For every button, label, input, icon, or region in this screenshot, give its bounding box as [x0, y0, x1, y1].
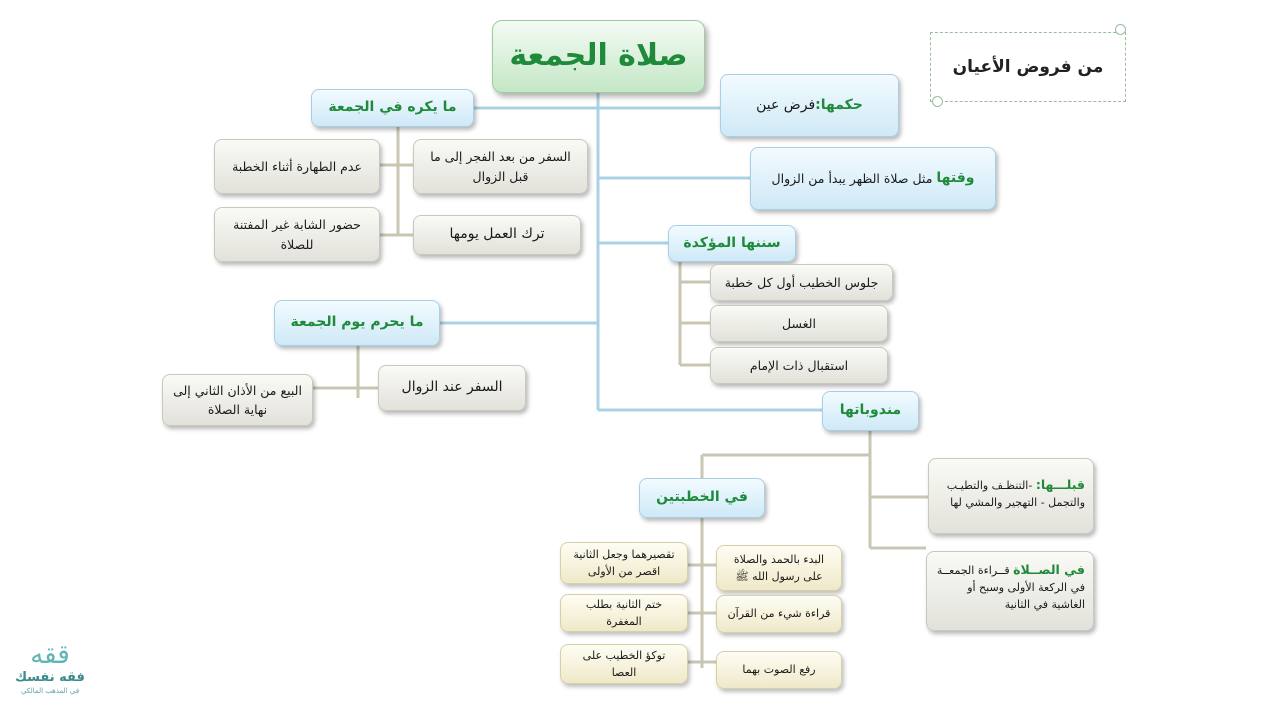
- khutba-item-2: تقصيرهما وجعل الثانية اقصر من الأولى: [560, 542, 688, 584]
- khutba-item-1: البدء بالحمد والصلاة على رسول الله ﷺ: [716, 545, 842, 591]
- makruh-header: ما يكره في الجمعة: [311, 89, 474, 127]
- logo-subtitle: في المذهب المالكي: [20, 687, 80, 695]
- ruling-box: [720, 74, 899, 137]
- mandubat-before-label: قبلـــها:: [1035, 477, 1085, 492]
- logo-icon: ققه: [30, 640, 70, 670]
- logo-name: فقه نفسك: [15, 670, 85, 685]
- makruh-item-2: عدم الطهارة أثناء الخطبة: [214, 139, 380, 194]
- makruh-item-1: السفر من بعد الفجر إلى ما قبل الزوال: [413, 139, 588, 194]
- haram-item-1: السفر عند الزوال: [378, 365, 526, 411]
- haram-item-2: البيع من الأذان الثاني إلى نهاية الصلاة: [162, 374, 313, 426]
- khutba-item-6: توكؤ الخطيب على العصا: [560, 644, 688, 684]
- khutba-header: في الخطبتين: [639, 478, 765, 518]
- ruling-value: فرض عين: [756, 96, 816, 113]
- makruh-item-4: حضور الشابة غير المفتنة للصلاة: [214, 207, 380, 262]
- khutba-item-4: ختم الثانية بطلب المغفرة: [560, 594, 688, 632]
- ruling-label: حكمها:: [815, 96, 863, 113]
- sunan-item-3: استقبال ذات الإمام: [710, 347, 888, 384]
- khutba-item-5: رفع الصوت بهما: [716, 651, 842, 689]
- mandubat-in-prayer-label: في الصــلاة: [1013, 562, 1085, 577]
- mandubat-in-prayer: [926, 551, 1094, 631]
- sunan-item-1: جلوس الخطيب أول كل خطبة: [710, 264, 893, 301]
- time-value: مثل صلاة الظهر يبدأ من الزوال: [771, 170, 933, 186]
- page-title: صلاة الجمعة: [492, 20, 705, 93]
- scroll-curl-icon: [1115, 24, 1126, 35]
- haram-header: ما يحرم يوم الجمعة: [274, 300, 440, 346]
- mandubat-in-prayer-text: قــراءة الجمعــة في الركعة الأولى وسبح أو الغاشية في الثانية: [936, 564, 1085, 612]
- ruling-scroll: من فروض الأعيان: [930, 32, 1126, 102]
- sunan-header: سننها المؤكدة: [668, 225, 796, 262]
- khutba-item-3: قراءة شيء من القرآن: [716, 595, 842, 633]
- makruh-item-3: ترك العمل يومها: [413, 215, 581, 255]
- sunan-item-2: الغسل: [710, 305, 888, 342]
- time-box: [750, 147, 996, 210]
- brand-logo: [14, 634, 86, 714]
- scroll-curl-icon: [932, 96, 943, 107]
- mandubat-header: مندوباتها: [822, 391, 919, 431]
- time-label: وقتها: [936, 169, 975, 186]
- mandubat-before: [928, 458, 1094, 534]
- mandubat-before-text: -التنظـف والتطيـب والتجمل - التهجير والمشي لها: [946, 479, 1085, 510]
